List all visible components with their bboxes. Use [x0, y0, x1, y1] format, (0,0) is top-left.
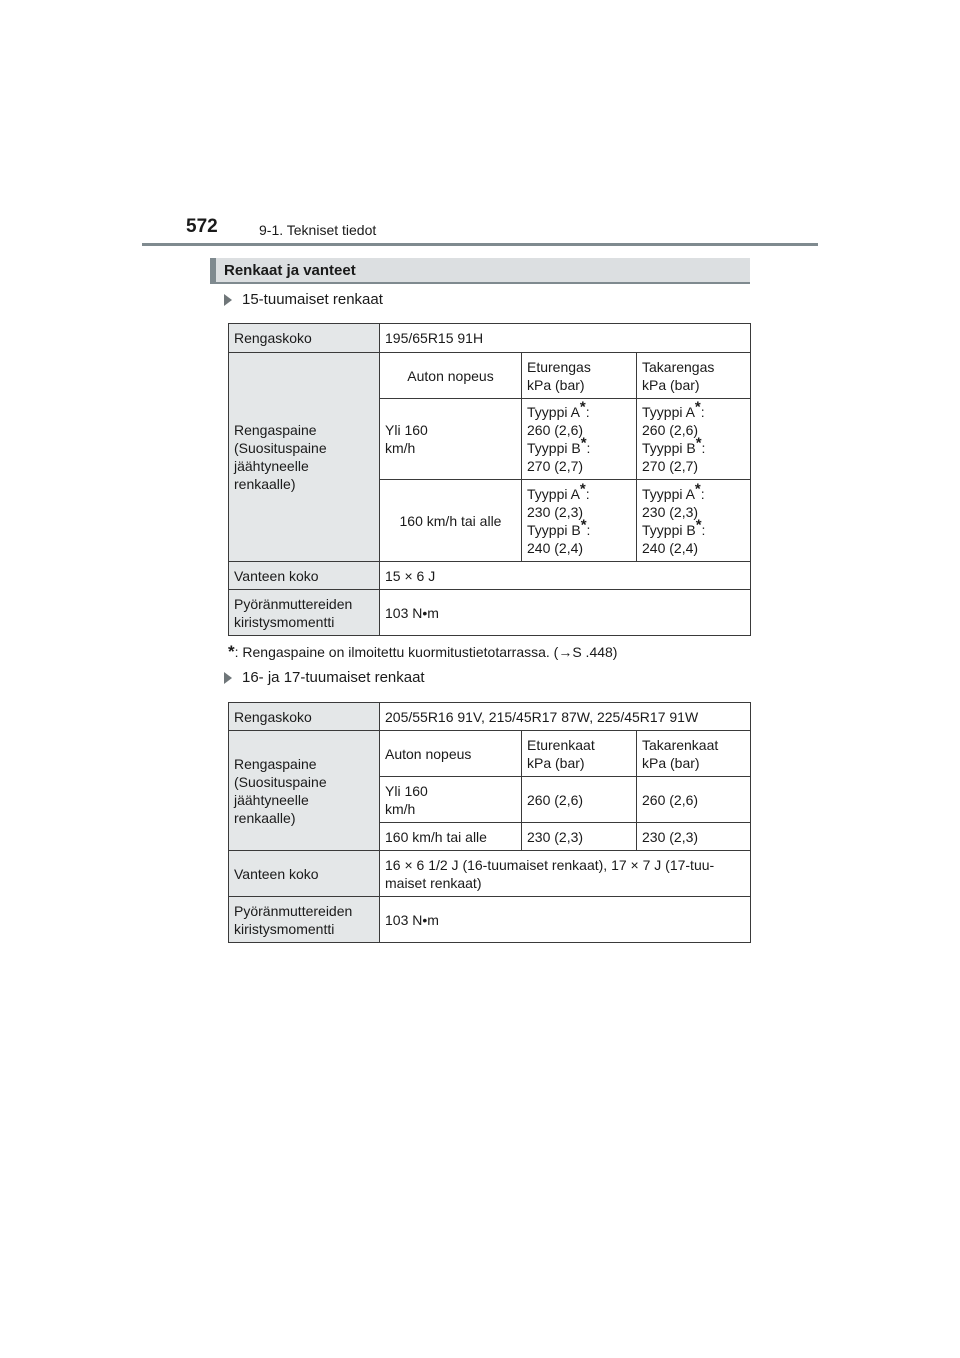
- table-row: [229, 562, 751, 590]
- table-row: [229, 353, 751, 399]
- pressure-label: Rengaspaine (Suosituspaine jäähtyneelle renkaalle): [229, 731, 380, 851]
- rear-pressure-cell: Tyyppi A*: 260 (2,6) Tyyppi B*: 270 (2,7): [637, 399, 751, 480]
- front-pressure-cell: 260 (2,6): [522, 777, 637, 823]
- size-label: Rengaskoko: [229, 703, 380, 731]
- subheading-16-17-inch-text: 16- ja 17-tuumaiset renkaat: [242, 669, 425, 686]
- chapter-title: 9-1. Tekniset tiedot: [259, 222, 377, 238]
- table-row: [229, 703, 751, 731]
- speed-cell: 160 km/h tai alle: [380, 480, 522, 562]
- section-title: Renkaat ja vanteet: [224, 262, 356, 279]
- footnote-text: : Rengaspaine on ilmoitettu kuormitustietotarrassa. (→S .448): [234, 644, 618, 660]
- front-pressure-cell: Tyyppi A*: 260 (2,6) Tyyppi B*: 270 (2,7): [522, 399, 637, 480]
- subheading-15-inch: [224, 291, 383, 308]
- torque-label: Pyöränmuttereiden kiristysmomentti: [229, 897, 380, 943]
- rear-header: Takarenkaat kPa (bar): [637, 731, 751, 777]
- pressure-label: Rengaspaine (Suosituspaine jäähtyneelle renkaalle): [229, 353, 380, 562]
- subheading-15-inch-text: 15-tuumaiset renkaat: [242, 291, 383, 308]
- section-accent: [210, 258, 216, 282]
- front-header: Eturengas kPa (bar): [522, 353, 637, 399]
- size-value: 195/65R15 91H: [380, 324, 751, 353]
- rear-header: Takarengas kPa (bar): [637, 353, 751, 399]
- front-header: Eturenkaat kPa (bar): [522, 731, 637, 777]
- speed-cell: Yli 160 km/h: [380, 777, 522, 823]
- rear-pressure-cell: 230 (2,3): [637, 823, 751, 851]
- table-row: [229, 590, 751, 636]
- section-header: [210, 258, 750, 284]
- subheading-16-17-inch: [224, 669, 425, 686]
- triangle-bullet-icon: [224, 294, 232, 306]
- tire-table-15-inch: [228, 323, 751, 636]
- rim-value: 16 × 6 1/2 J (16-tuumaiset renkaat), 17 × 7 J (17-tuu- maiset renkaat): [380, 851, 751, 897]
- rim-label: Vanteen koko: [229, 562, 380, 590]
- speed-header: Auton nopeus: [380, 353, 522, 399]
- rear-pressure-cell: 260 (2,6): [637, 777, 751, 823]
- size-label: Rengaskoko: [229, 324, 380, 353]
- page-number: 572: [186, 216, 218, 237]
- speed-cell: 160 km/h tai alle: [380, 823, 522, 851]
- footnote: [228, 642, 617, 662]
- front-pressure-cell: Tyyppi A*: 230 (2,3) Tyyppi B*: 240 (2,4): [522, 480, 637, 562]
- header-divider: [142, 243, 818, 246]
- torque-value: 103 N•m: [380, 590, 751, 636]
- table-row: [229, 731, 751, 777]
- footnote-marker: *: [228, 642, 235, 661]
- torque-label: Pyöränmuttereiden kiristysmomentti: [229, 590, 380, 636]
- rear-pressure-cell: Tyyppi A*: 230 (2,3) Tyyppi B*: 240 (2,4): [637, 480, 751, 562]
- table-row: [229, 324, 751, 353]
- table-row: [229, 897, 751, 943]
- rim-label: Vanteen koko: [229, 851, 380, 897]
- speed-cell: Yli 160 km/h: [380, 399, 522, 480]
- rim-value: 15 × 6 J: [380, 562, 751, 590]
- torque-value: 103 N•m: [380, 897, 751, 943]
- triangle-bullet-icon: [224, 672, 232, 684]
- front-pressure-cell: 230 (2,3): [522, 823, 637, 851]
- table-row: [229, 851, 751, 897]
- tire-table-16-17-inch: [228, 702, 751, 943]
- size-value: 205/55R16 91V, 215/45R17 87W, 225/45R17 91W: [380, 703, 751, 731]
- speed-header: Auton nopeus: [380, 731, 522, 777]
